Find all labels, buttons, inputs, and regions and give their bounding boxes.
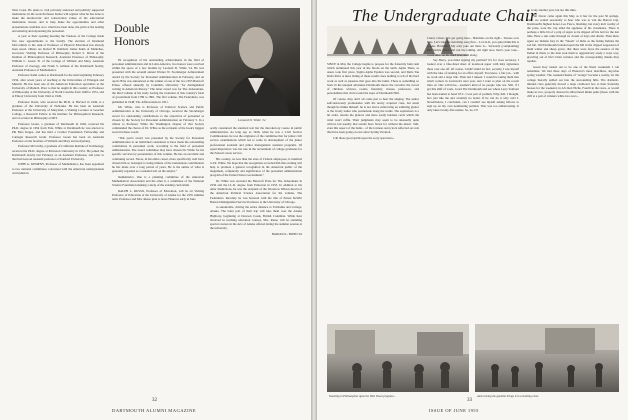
portrait-figure-graphic <box>210 8 300 116</box>
photo-west-dorm <box>327 324 469 392</box>
rcol3-para-2: Yet Dover came again this May as it has for the past 56 springs. First, we waited seasonally to hear who was to win the Barrett Cup. Dartmouth's highest honor, Leo Fusco, blushing, but every inch worthy of the prize, took the cup amid the applause of his classmates. There is perhaps a little bit of a prig of regret as he slipped off his belt for the last time. Here a sun came through its clouds of days and drums. Then there again are Indians fury in the "Sneak" of India as the fading Indians the sad fall. Old Dartmouth branded upon the hill in the clipped zeppeared of math winter and sheep garve, that there were faces the essence of the Indian in them, to the man took them to aggressively ready a ways way, growling out of life's bitter textures and the corresponding cheeks they repulse. <box>527 13 619 64</box>
rcol1-para-1: SINCE in May the College begins to prepare for the fraternity bum rush which terminated this year in the floods on the tenth. Alpha Theta, as usual, took first place. Sigma Alpha Epsilon was second, and Delta Tau Delta third. A mere listing of these results does nothing to tell of the hard work as well as pleasure that goes into the bums. There is something so basic in the unequal adventure Dartmouth shows the vacation: the crowd of children, widows, rooms, fraternity, classes, professors, and personalities that circle round the steps of Dartmouth Hall. <box>327 62 419 96</box>
photo-gauntlet-graphic <box>475 324 619 392</box>
left-column-2 <box>112 58 204 378</box>
portrait-caption: Leonard D. White '14 <box>238 118 266 122</box>
col1-para-davis: Professor Davis, who received his Ph.D. at Harvard in 1949, is a graduate of the University of Nebraska. He has been an Assistant Professor at the University of Maryland, a Visiting Lecturer at Goucher College, a Research Fellow at the Institute for Philosophical Research, and a Lecturer in Philosophy at MIT. <box>12 99 104 121</box>
right-column-2 <box>427 36 519 320</box>
col1-para-appointments: A year or their opening meeting the Trustees of the College made five new appointments to the faculty. The election of Desmond McCormick to the rank of Professor of Physical Education has already been noted. Others are Robert H. Kimball, James Kahn of Manicheo, Groveton; Visiting Professor of Philosophy; Robert S. Davis of the Institute of Philosophical Research, Assistant Professor of Philosophy. William C. Green '31 of the College of William and Mary, Assistant Professor of Zoology, and Frank S. Gilman of the Dartmouth faculty, Assistant Professor of Mathematics. <box>12 34 104 72</box>
rcol1-para-2: Of course, they don't all come just to hear the singing. The senior selfconsciously promenades with his newly acquired cane, but usual though he thinks himself, he is not above subtracting an admiring glance at the lovely ladies who promenade along the walks. The sophomore is a bit older, returns the glances and more easily burdens cards which the wind won't ruffle. Their judgments may seem to be unusually quite critical, but usually that results have flown for without the music. Still, even this aspect of the bums - of the lowness sun (clock reflected on rods that have been going on ever since Spring Vacation. <box>327 96 419 134</box>
col1-top-text: West Coast. He plans to visit privately endowed and publicly supported institutions. In the work Professor Keller will register what he has done to make the meritocratic and conservation values of the educational institutions clearer, and to help make the opportunities and other presentations available as to what have been done, the point at the leading and entering and expressing the personnel. <box>12 8 104 33</box>
photo-caption-left: Sweating in Philosophies upon the West Down program... <box>329 394 396 398</box>
left-page <box>0 0 311 420</box>
left-page-number: 32 <box>152 398 157 403</box>
col3-signature: HAROLD L. BOND '42 <box>271 231 302 236</box>
column-title: The Undergraduate Chair <box>352 6 537 25</box>
col1-para-kahn: Professor Kahn comes to Dartmouth for the term beginning February 1956, after seven years of teaching at the Universities of Erlangen and Munich. He has been one of the American Education specialists at the University of Munich. Prior to that he taught in this country as Professor of Philosophy at the University of North Carolina from 1948 to 1951, and at Emory University from 1942 to 1949. <box>12 73 104 99</box>
photo-caption-right: And running the gauntlet brings it to a shutting close. <box>477 394 539 398</box>
right-column-3 <box>527 8 619 320</box>
photo-gauntlet <box>475 324 619 392</box>
col2-para-5: RALPH L. RUSSO, Professor of Education, will be on Visiting Professor of Education at the University of Alaska for the 1955 summer term. Professor and Mrs. Russo plan to leave Hanover early in June <box>112 188 204 201</box>
col1-para-mccarthy: Professor McCarthy, a graduate of California Institute of Technology, received his Ph.D. degree at Princeton University in 1951. He joined the Dartmouth faculty last February as an Assistant Professor, and prior to that had been an assistant professor at Stanford University. <box>12 144 104 161</box>
photo-west-dorm-graphic <box>327 324 469 392</box>
left-column-1 <box>12 8 104 393</box>
col3-para-2: His country, no less than the state of Federal employees, is indebted to Dr. White. We hope that the recognition accorded him this evening will help to promote a general recognition in the American public of the magnitude, complexity and significance of the personnel administration program of the United States Government." <box>210 156 302 178</box>
col2-para-1: IN recognition of his outstanding achievements in the field of personnel administration and in Latin-America, two honors were received within the space of a few months by Leonard D. White '14. He was presented with the seventh annual Warner W. Stockberger Achievement Award by the Society for Personnel Administration in February, and on April 28 he was announced as the winner of one of the two 1955 Bancroft Prizes, offered annually by Columbia University "for distinguished writing in American history." The latter award was for The Jacksonians, the third volume of his study tracing the evolution of this country's form of government from 1789 to 1861. The first volume, The Federalists, was published in 1948; The Jeffersonians in 1951. <box>112 58 204 104</box>
left-column-3 <box>210 126 302 394</box>
col3-para-4: to automobile, driving the entire distance to Fairbanks and College, Alaska. The latter part of their trip will take them over the Alaska Highway, beginning at Dawson Creek, British Columbia. While here involved in teaching education courses, Mrs. Russo will be attending special courses in the Arts of Alaska offered during the summer session at the university. <box>210 205 302 231</box>
left-page-footer: DARTMOUTH ALUMNI MAGAZINE <box>112 408 196 413</box>
col2-para-2: Mr. White, who is Professor of Political Science and Public Administration at the University of Chicago, received the Stockberger award for outstanding contributions to the objectives of personnel as chosen by the Society for Personnel Administration on February 5. In a tribute to Professor White the Washington chapter of that Society commended the choice of Dr. White as the recipient of the book's biggest award in these words: <box>112 105 204 135</box>
rcol1-para-3: Call those good spirits upon the sorry spectators... <box>333 135 395 140</box>
rcol2-para-2: Say Harry, you mind signing my petition? It's for class secretary. I looked over a blue-lined sheet of notebook paper with inky signatures there over one off. Of course, I didn't mind. In fact, secretly, I saw myself with the idea of running for an office myself. You know, a fair job... with no work and a large title. Then last I mused. I would be taking them into small corners in Lewiston's next year, and I want to plan on the recent lines of. One will have... another's kind of no people who see. Still, if I get this shift of work, I read The Dartmouth and see where Larry Sanborn has been named to head I.F.C. I was part of podium, Why, hell, I thought, he's just like me and certainly no better. If he can do it why can't I. Nevertheless, I concluded, can I couldn't see myself asking fellows to sign up on my own nominating petition. That was too embarrassing. It only takes twenty-five names. So, no, I'll <box>427 58 519 113</box>
col3-para-1: orally considered the standard text but the introductory course in public administration. As long ago as 1926, when he was a Civil Service Commissioner, he was the originator of the committee that for junior civil service examinations which led to some in development of the junior professional assistant and junior management assistant programs. Of equal importance was his role in the recruitment of college graduates for the Federal career service. <box>210 126 302 155</box>
article-heading: Double Honors <box>114 21 150 48</box>
rcol2-para-1: Cmon, Cmon, let's get going here... Hartmuts on the right... Tresses over here. Let's take the marching song first... L-O-O-K, you quiet think this is a joke. Hartmuts! My only joke out there is... Seriously (complaining) let's buckle down and run the talking. All right now, here's your tone... swich me... on the third beat, hum along. <box>427 36 519 57</box>
right-page-number: 33 <box>467 398 472 403</box>
col2-para-3: "This year's award was presented by the Society for Personnel Administration to an individual considered to have made the outstanding contribution in personnel work, according to the field of personnel administration. The award committee may have chosen Dr. White for his specific services by presentation of this volume. He has an excellent and continuing record. Never, in his entire career, more specifically well have chosen him so belonged to being minute of the tremendous contributions he has made over a long period of years. He is the author of what is generally regarded as a standard text on the subject." <box>112 135 204 174</box>
right-page-footer: ISSUE OF JUNE 1955 <box>429 408 479 413</box>
rcol3-para-3: Green Key turned out to be one of the finest weekends I can remember. We had three days of Hanover's most matchless, sky-blue spring weather. The weekend theme of "orange" became a reality, for the college literally spilled out into the surrounding hills. The dramatic-minded class generally moved a large cardboard box to their fraternity houses for the weekend, in Al's Red Niche, Fourth in the races, or would make us two, properly dressed in abbreviated khaki pants (those with the cliff at a pair of winners while two rows... <box>527 65 619 99</box>
rcol3-para-1: do it any another year, but not this time. <box>527 8 577 12</box>
right-column-1 <box>327 62 419 320</box>
col2-para-4: mathematics. One is a planning committee of the American Mathematical Association and the other is a committee of the National Science Foundation making a study of the existing curriculum. <box>112 174 204 188</box>
right-page <box>317 0 628 420</box>
col1-para-green: Professor Green, a graduate of Dartmouth in 1949, received his Ph.D. degree in 1954 from Yale. While at Dartmouth he was elected to Phi Beta Kappa, and has held a Cramer Foundation Fellowship and Carnegie Research Grant. Professor Green has been an Assistant Professor on the faculties of William and Mary and Gettysburg. <box>12 122 104 143</box>
col3-para-3: Dr. White was awarded the Bancroft Prize for The Jacksonians in 1956 and the LL.D. degree from Princeton in 1953. In addition to his other distinctions, he was the recipient of the Woodrow Wilson Award of the American Political Science Association for his volume, The Federalists. Recently he was honored with the title of Ernest DeWitt Burton Distinguished Service Professor at the University of Chicago. <box>210 178 302 204</box>
portrait-photo <box>210 8 300 116</box>
col1-para-kemeny: JOHN G. KEMENY, Professor of Mathematics, has been appointed to two national committees concerned with the American undergraduate curriculum in <box>12 162 104 175</box>
